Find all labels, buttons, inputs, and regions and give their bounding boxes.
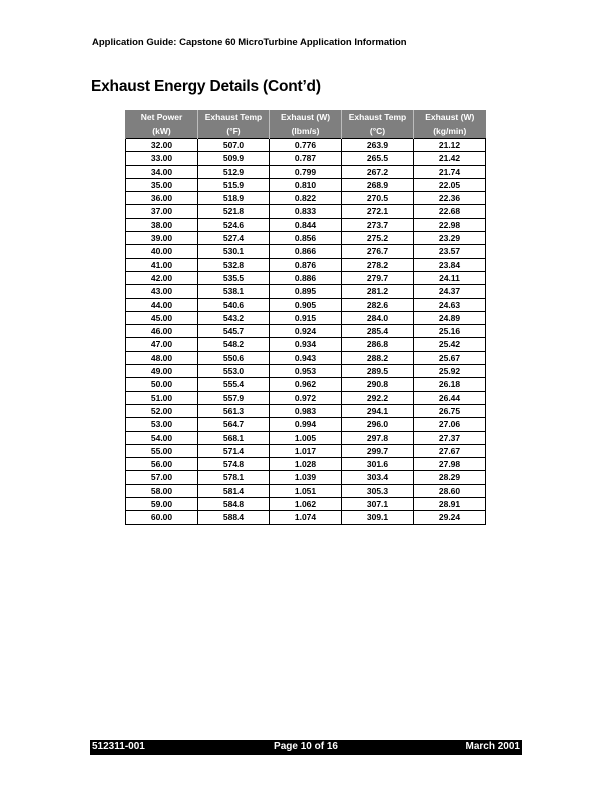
table-row xyxy=(126,311,486,324)
column-header-exhaust-flow-lbm: Exhaust (W) xyxy=(270,110,342,125)
cell-exhaust-temp-c: 275.2 xyxy=(342,232,414,245)
column-unit-exhaust-temp-f: (°F) xyxy=(198,125,270,139)
cell-exhaust-flow-lbm: 1.074 xyxy=(270,511,342,524)
cell-exhaust-temp-c: 278.2 xyxy=(342,258,414,271)
cell-exhaust-flow-lbm: 1.005 xyxy=(270,431,342,444)
footer-page-number: Page 10 of 16 xyxy=(274,741,338,752)
column-header-exhaust-temp-c: Exhaust Temp xyxy=(342,110,414,125)
cell-exhaust-temp-c: 296.0 xyxy=(342,418,414,431)
cell-net-power: 38.00 xyxy=(126,218,198,231)
table-row xyxy=(126,365,486,378)
cell-exhaust-flow-lbm: 0.844 xyxy=(270,218,342,231)
table-row xyxy=(126,218,486,231)
cell-net-power: 40.00 xyxy=(126,245,198,258)
cell-net-power: 34.00 xyxy=(126,165,198,178)
cell-net-power: 54.00 xyxy=(126,431,198,444)
cell-exhaust-temp-f: 571.4 xyxy=(198,444,270,457)
cell-exhaust-temp-f: 588.4 xyxy=(198,511,270,524)
column-header-net-power: Net Power xyxy=(126,110,198,125)
cell-exhaust-temp-c: 305.3 xyxy=(342,484,414,497)
cell-exhaust-temp-f: 530.1 xyxy=(198,245,270,258)
table-row xyxy=(126,325,486,338)
cell-exhaust-flow-lbm: 0.994 xyxy=(270,418,342,431)
cell-exhaust-temp-f: 574.8 xyxy=(198,458,270,471)
cell-exhaust-flow-kg: 26.18 xyxy=(414,378,486,391)
table-row xyxy=(126,444,486,457)
cell-net-power: 43.00 xyxy=(126,285,198,298)
cell-exhaust-flow-lbm: 0.934 xyxy=(270,338,342,351)
cell-exhaust-flow-kg: 26.44 xyxy=(414,391,486,404)
cell-net-power: 32.00 xyxy=(126,139,198,152)
cell-exhaust-temp-c: 307.1 xyxy=(342,498,414,511)
cell-exhaust-flow-kg: 29.24 xyxy=(414,511,486,524)
cell-exhaust-temp-c: 267.2 xyxy=(342,165,414,178)
cell-exhaust-flow-kg: 25.67 xyxy=(414,351,486,364)
section-heading: Exhaust Energy Details (Cont’d) xyxy=(91,78,321,95)
cell-exhaust-temp-f: 524.6 xyxy=(198,218,270,231)
cell-exhaust-flow-lbm: 1.017 xyxy=(270,444,342,457)
cell-exhaust-flow-lbm: 0.776 xyxy=(270,139,342,152)
cell-exhaust-flow-kg: 21.42 xyxy=(414,152,486,165)
cell-exhaust-temp-f: 512.9 xyxy=(198,165,270,178)
cell-exhaust-temp-f: 553.0 xyxy=(198,365,270,378)
cell-exhaust-flow-lbm: 0.972 xyxy=(270,391,342,404)
cell-net-power: 37.00 xyxy=(126,205,198,218)
cell-net-power: 52.00 xyxy=(126,404,198,417)
cell-exhaust-temp-c: 276.7 xyxy=(342,245,414,258)
table-row xyxy=(126,285,486,298)
cell-exhaust-temp-c: 294.1 xyxy=(342,404,414,417)
cell-net-power: 39.00 xyxy=(126,232,198,245)
cell-exhaust-temp-c: 301.6 xyxy=(342,458,414,471)
cell-exhaust-temp-c: 265.5 xyxy=(342,152,414,165)
cell-net-power: 59.00 xyxy=(126,498,198,511)
cell-exhaust-flow-kg: 21.74 xyxy=(414,165,486,178)
cell-exhaust-flow-lbm: 0.953 xyxy=(270,365,342,378)
page-footer xyxy=(90,740,522,755)
cell-exhaust-temp-f: 584.8 xyxy=(198,498,270,511)
cell-exhaust-flow-lbm: 0.787 xyxy=(270,152,342,165)
table-row xyxy=(126,338,486,351)
cell-exhaust-temp-c: 292.2 xyxy=(342,391,414,404)
table-row xyxy=(126,458,486,471)
cell-net-power: 36.00 xyxy=(126,192,198,205)
cell-exhaust-flow-kg: 21.12 xyxy=(414,139,486,152)
cell-net-power: 42.00 xyxy=(126,271,198,284)
cell-exhaust-temp-c: 285.4 xyxy=(342,325,414,338)
cell-exhaust-flow-kg: 22.98 xyxy=(414,218,486,231)
cell-exhaust-flow-kg: 22.05 xyxy=(414,178,486,191)
cell-net-power: 58.00 xyxy=(126,484,198,497)
cell-net-power: 46.00 xyxy=(126,325,198,338)
cell-exhaust-flow-kg: 24.89 xyxy=(414,311,486,324)
exhaust-energy-table xyxy=(125,110,486,525)
cell-exhaust-flow-lbm: 0.943 xyxy=(270,351,342,364)
cell-exhaust-flow-lbm: 0.962 xyxy=(270,378,342,391)
table-row xyxy=(126,484,486,497)
cell-exhaust-flow-kg: 27.67 xyxy=(414,444,486,457)
cell-exhaust-flow-kg: 22.36 xyxy=(414,192,486,205)
column-unit-exhaust-flow-lbm: (lbm/s) xyxy=(270,125,342,139)
cell-exhaust-temp-c: 281.2 xyxy=(342,285,414,298)
table-row xyxy=(126,152,486,165)
table-row xyxy=(126,404,486,417)
cell-exhaust-temp-f: 550.6 xyxy=(198,351,270,364)
table-row xyxy=(126,271,486,284)
cell-net-power: 47.00 xyxy=(126,338,198,351)
cell-exhaust-temp-c: 299.7 xyxy=(342,444,414,457)
cell-exhaust-flow-lbm: 0.905 xyxy=(270,298,342,311)
table-row xyxy=(126,232,486,245)
footer-date: March 2001 xyxy=(465,741,520,752)
table-row xyxy=(126,431,486,444)
table-row xyxy=(126,165,486,178)
table-row xyxy=(126,178,486,191)
table-header xyxy=(126,110,486,139)
cell-exhaust-temp-c: 273.7 xyxy=(342,218,414,231)
table-row xyxy=(126,139,486,152)
column-unit-exhaust-temp-c: (°C) xyxy=(342,125,414,139)
cell-net-power: 53.00 xyxy=(126,418,198,431)
page-header-title: Application Guide: Capstone 60 MicroTurbine Application Information xyxy=(92,37,407,48)
cell-exhaust-temp-f: 557.9 xyxy=(198,391,270,404)
table-row xyxy=(126,258,486,271)
table-header-names-row xyxy=(126,110,486,125)
cell-exhaust-temp-f: 527.4 xyxy=(198,232,270,245)
cell-exhaust-temp-c: 270.5 xyxy=(342,192,414,205)
cell-net-power: 48.00 xyxy=(126,351,198,364)
cell-exhaust-temp-c: 279.7 xyxy=(342,271,414,284)
table-row xyxy=(126,205,486,218)
cell-net-power: 41.00 xyxy=(126,258,198,271)
cell-exhaust-flow-lbm: 0.915 xyxy=(270,311,342,324)
cell-exhaust-temp-f: 555.4 xyxy=(198,378,270,391)
cell-exhaust-flow-kg: 25.42 xyxy=(414,338,486,351)
table-row xyxy=(126,298,486,311)
cell-exhaust-flow-lbm: 0.822 xyxy=(270,192,342,205)
cell-exhaust-flow-kg: 28.60 xyxy=(414,484,486,497)
cell-exhaust-temp-f: 581.4 xyxy=(198,484,270,497)
cell-exhaust-temp-c: 282.6 xyxy=(342,298,414,311)
cell-exhaust-temp-f: 543.2 xyxy=(198,311,270,324)
cell-exhaust-temp-f: 568.1 xyxy=(198,431,270,444)
column-unit-net-power: (kW) xyxy=(126,125,198,139)
table-row xyxy=(126,498,486,511)
cell-exhaust-flow-lbm: 0.876 xyxy=(270,258,342,271)
cell-exhaust-flow-lbm: 0.833 xyxy=(270,205,342,218)
cell-exhaust-flow-lbm: 1.039 xyxy=(270,471,342,484)
cell-exhaust-temp-f: 564.7 xyxy=(198,418,270,431)
cell-exhaust-temp-c: 272.1 xyxy=(342,205,414,218)
cell-net-power: 44.00 xyxy=(126,298,198,311)
cell-exhaust-flow-lbm: 0.886 xyxy=(270,271,342,284)
cell-exhaust-temp-f: 538.1 xyxy=(198,285,270,298)
cell-exhaust-flow-kg: 27.37 xyxy=(414,431,486,444)
cell-exhaust-flow-lbm: 0.866 xyxy=(270,245,342,258)
cell-exhaust-temp-f: 578.1 xyxy=(198,471,270,484)
cell-exhaust-temp-c: 309.1 xyxy=(342,511,414,524)
cell-exhaust-flow-lbm: 1.028 xyxy=(270,458,342,471)
cell-exhaust-temp-f: 521.8 xyxy=(198,205,270,218)
cell-exhaust-temp-f: 515.9 xyxy=(198,178,270,191)
table-body xyxy=(126,139,486,525)
cell-exhaust-flow-lbm: 0.895 xyxy=(270,285,342,298)
cell-exhaust-temp-c: 289.5 xyxy=(342,365,414,378)
cell-net-power: 55.00 xyxy=(126,444,198,457)
cell-net-power: 35.00 xyxy=(126,178,198,191)
cell-exhaust-temp-c: 284.0 xyxy=(342,311,414,324)
cell-exhaust-temp-f: 561.3 xyxy=(198,404,270,417)
cell-exhaust-flow-kg: 25.92 xyxy=(414,365,486,378)
table-row xyxy=(126,391,486,404)
cell-exhaust-flow-lbm: 1.051 xyxy=(270,484,342,497)
cell-exhaust-flow-kg: 24.11 xyxy=(414,271,486,284)
cell-exhaust-temp-c: 297.8 xyxy=(342,431,414,444)
cell-exhaust-flow-kg: 23.29 xyxy=(414,232,486,245)
cell-exhaust-temp-f: 509.9 xyxy=(198,152,270,165)
cell-exhaust-temp-c: 288.2 xyxy=(342,351,414,364)
table-row xyxy=(126,511,486,524)
table-row xyxy=(126,245,486,258)
cell-exhaust-flow-kg: 23.57 xyxy=(414,245,486,258)
cell-exhaust-flow-kg: 26.75 xyxy=(414,404,486,417)
footer-doc-number: 512311-001 xyxy=(92,741,145,752)
table-row xyxy=(126,471,486,484)
table-row xyxy=(126,378,486,391)
table-row xyxy=(126,351,486,364)
column-header-exhaust-temp-f: Exhaust Temp xyxy=(198,110,270,125)
cell-exhaust-flow-lbm: 1.062 xyxy=(270,498,342,511)
cell-exhaust-temp-f: 532.8 xyxy=(198,258,270,271)
cell-exhaust-temp-f: 518.9 xyxy=(198,192,270,205)
cell-net-power: 33.00 xyxy=(126,152,198,165)
cell-net-power: 56.00 xyxy=(126,458,198,471)
cell-exhaust-temp-c: 290.8 xyxy=(342,378,414,391)
cell-exhaust-flow-kg: 25.16 xyxy=(414,325,486,338)
table-header-units-row xyxy=(126,125,486,139)
cell-exhaust-temp-f: 507.0 xyxy=(198,139,270,152)
cell-exhaust-flow-kg: 28.29 xyxy=(414,471,486,484)
cell-exhaust-flow-kg: 23.84 xyxy=(414,258,486,271)
cell-exhaust-temp-f: 548.2 xyxy=(198,338,270,351)
table-row xyxy=(126,418,486,431)
cell-exhaust-temp-f: 540.6 xyxy=(198,298,270,311)
cell-exhaust-flow-kg: 22.68 xyxy=(414,205,486,218)
cell-exhaust-temp-c: 286.8 xyxy=(342,338,414,351)
column-header-exhaust-flow-kg: Exhaust (W) xyxy=(414,110,486,125)
cell-exhaust-flow-lbm: 0.856 xyxy=(270,232,342,245)
cell-net-power: 57.00 xyxy=(126,471,198,484)
cell-exhaust-flow-lbm: 0.799 xyxy=(270,165,342,178)
cell-net-power: 50.00 xyxy=(126,378,198,391)
cell-exhaust-temp-c: 303.4 xyxy=(342,471,414,484)
cell-exhaust-flow-kg: 24.63 xyxy=(414,298,486,311)
cell-exhaust-temp-c: 268.9 xyxy=(342,178,414,191)
cell-exhaust-flow-lbm: 0.924 xyxy=(270,325,342,338)
column-unit-exhaust-flow-kg: (kg/min) xyxy=(414,125,486,139)
cell-exhaust-temp-f: 535.5 xyxy=(198,271,270,284)
cell-exhaust-temp-c: 263.9 xyxy=(342,139,414,152)
cell-exhaust-flow-kg: 27.06 xyxy=(414,418,486,431)
cell-net-power: 45.00 xyxy=(126,311,198,324)
cell-exhaust-flow-lbm: 0.983 xyxy=(270,404,342,417)
cell-exhaust-flow-lbm: 0.810 xyxy=(270,178,342,191)
cell-exhaust-flow-kg: 28.91 xyxy=(414,498,486,511)
cell-exhaust-flow-kg: 27.98 xyxy=(414,458,486,471)
cell-exhaust-temp-f: 545.7 xyxy=(198,325,270,338)
cell-exhaust-flow-kg: 24.37 xyxy=(414,285,486,298)
cell-net-power: 49.00 xyxy=(126,365,198,378)
cell-net-power: 60.00 xyxy=(126,511,198,524)
table-row xyxy=(126,192,486,205)
cell-net-power: 51.00 xyxy=(126,391,198,404)
